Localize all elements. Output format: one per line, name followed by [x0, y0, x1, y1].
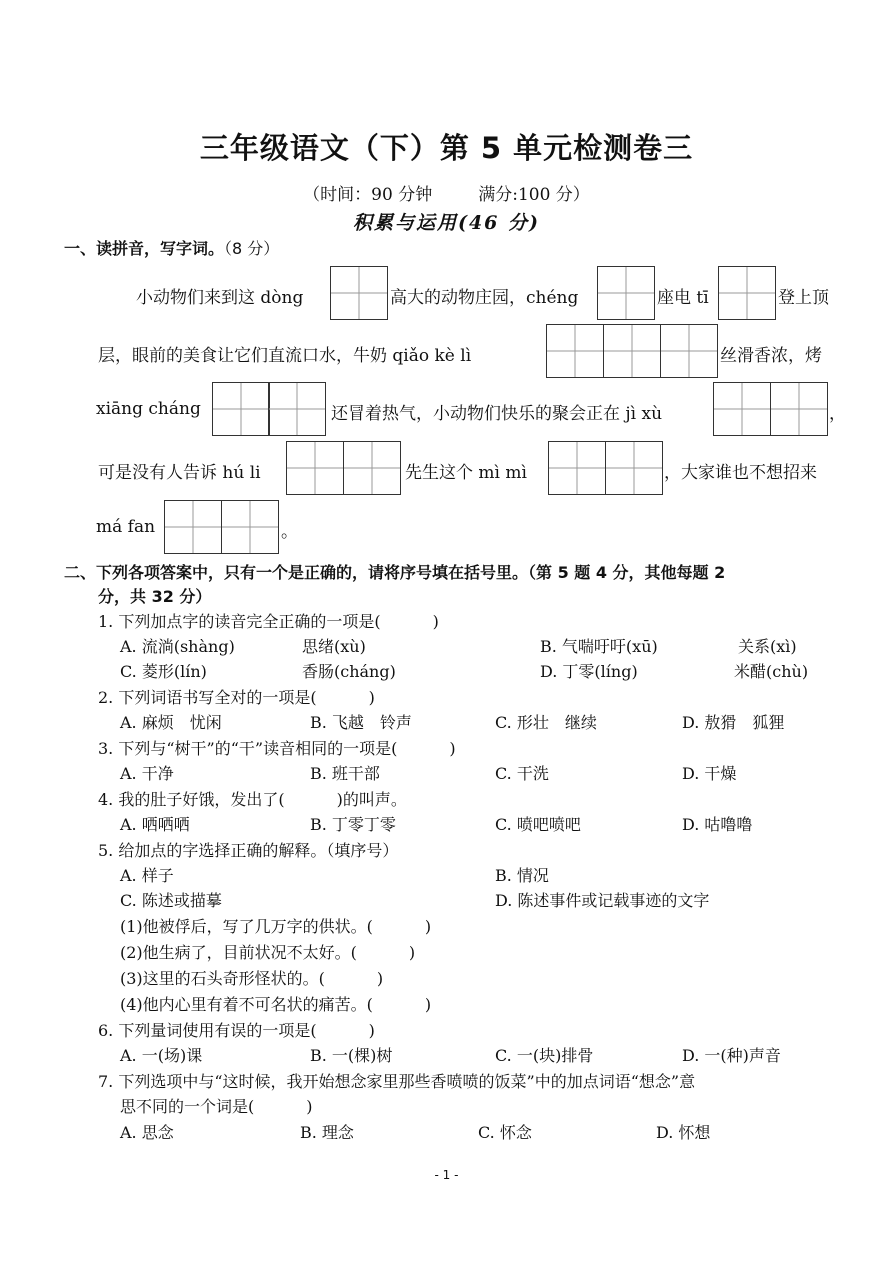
option: B. 理念	[300, 1123, 354, 1142]
section-title: 积累与运用(46 分)	[352, 212, 541, 234]
option: A. 哂哂哂	[120, 815, 190, 834]
q2-item-2: 2. 下列词语书写全对的一项是( )	[98, 688, 375, 707]
option: D. 陈述事件或记载事迹的文字	[495, 891, 710, 910]
answer-box[interactable]	[212, 382, 270, 436]
option: 米醋(chù)	[734, 662, 809, 681]
option: D. 一(种)声音	[682, 1046, 781, 1065]
exam-info	[0, 180, 893, 205]
option: C. 形壮 继续	[495, 713, 597, 732]
answer-box[interactable]	[713, 382, 771, 436]
option: B. 丁零丁零	[310, 815, 396, 834]
sub-question: (2)他生病了，目前状况不太好。( )	[120, 943, 416, 962]
q1-line-1: 小动物们来到这 dòng 高大的动物庄园，chéng 座电 tī 登上顶	[0, 266, 893, 322]
q1-line-3: xiāng cháng 还冒着热气，小动物们快乐的聚会正在 jì xù ，	[0, 382, 893, 438]
q1-line-4: 可是没有人告诉 hú li 先生这个 mì mì ，大家谁也不想招来	[0, 441, 893, 497]
answer-box[interactable]	[660, 324, 718, 378]
option: C. 怀念	[478, 1123, 532, 1142]
answer-box[interactable]	[286, 441, 344, 495]
exam-time: （时间：90 分钟	[303, 185, 433, 205]
answer-box[interactable]	[330, 266, 388, 320]
sub-question: (4)他内心里有着不可名状的痛苦。( )	[120, 995, 432, 1014]
sub-question: (3)这里的石头奇形怪状的。( )	[120, 969, 384, 988]
answer-box[interactable]	[718, 266, 776, 320]
q2-item-3: 3. 下列与“树干”的“干”读音相同的一项是( )	[98, 739, 456, 758]
option: C. 一(块)排骨	[495, 1046, 594, 1065]
q2-item-1: 1. 下列加点字的读音完全正确的一项是( )	[98, 612, 439, 631]
answer-box[interactable]	[605, 441, 663, 495]
option: A. 麻烦 忧闲	[120, 713, 222, 732]
option: A. 一(场)课	[120, 1046, 203, 1065]
option: B. 一(棵)树	[310, 1046, 393, 1065]
option: B. 飞越 铃声	[310, 713, 412, 732]
answer-box[interactable]	[268, 382, 326, 436]
q2-item-5: 5. 给加点的字选择正确的解释。（填序号）	[98, 841, 399, 860]
answer-box[interactable]	[546, 324, 604, 378]
option: D. 怀想	[656, 1123, 711, 1142]
q1-line-5: má fan 。	[0, 500, 893, 556]
answer-box[interactable]	[548, 441, 606, 495]
exam-score: 满分:100 分）	[478, 185, 590, 205]
option: C. 陈述或描摹	[120, 891, 222, 910]
option: D. 咕噜噜	[682, 815, 753, 834]
answer-box[interactable]	[770, 382, 828, 436]
q2-item-6: 6. 下列量词使用有误的一项是( )	[98, 1021, 375, 1040]
option: B. 班干部	[310, 764, 380, 783]
q1-heading: 一、读拼音，写字词。（8 分）	[64, 239, 280, 258]
option: D. 干燥	[682, 764, 737, 783]
option: 思绪(xù)	[302, 637, 366, 656]
page-number: - 1 -	[434, 1168, 459, 1182]
option: C. 干洗	[495, 764, 549, 783]
answer-box[interactable]	[221, 500, 279, 554]
q2-heading: 二、下列各项答案中，只有一个是正确的，请将序号填在括号里。（第 5 题 4 分，其他每题 2	[64, 563, 726, 582]
answer-box[interactable]	[597, 266, 655, 320]
q2-item-4: 4. 我的肚子好饿，发出了( )的叫声。	[98, 790, 407, 809]
option: D. 敖猾 狐狸	[682, 713, 785, 732]
answer-box[interactable]	[343, 441, 401, 495]
option: D. 丁零(líng)	[540, 662, 638, 681]
option: A. 流淌(shàng)	[120, 637, 235, 656]
sub-question: (1)他被俘后，写了几万字的供状。( )	[120, 917, 432, 936]
option: 香肠(cháng)	[302, 662, 396, 681]
option: C. 菱形(lín)	[120, 662, 207, 681]
option: A. 思念	[120, 1123, 174, 1142]
answer-box[interactable]	[164, 500, 222, 554]
q2-item-7: 7. 下列选项中与“这时候，我开始想念家里那些香喷喷的饭菜”中的加点词语“想念”意	[98, 1072, 696, 1091]
option: A. 样子	[120, 866, 174, 885]
option: B. 气喘吁吁(xū)	[540, 637, 658, 656]
q2-item-7-cont: 思不同的一个词是( )	[120, 1097, 313, 1116]
q1-line-2: 层，眼前的美食让它们直流口水，牛奶 qiǎo kè lì 丝滑香浓，烤	[0, 324, 893, 380]
option: A. 干净	[120, 764, 174, 783]
option: C. 喷吧喷吧	[495, 815, 581, 834]
q2-heading-cont: 分，共 32 分）	[98, 587, 212, 606]
exam-title: 三年级语文（下）第 5 单元检测卷三	[199, 131, 694, 165]
option: 关系(xì)	[738, 637, 797, 656]
answer-box[interactable]	[603, 324, 661, 378]
option: B. 情况	[495, 866, 549, 885]
